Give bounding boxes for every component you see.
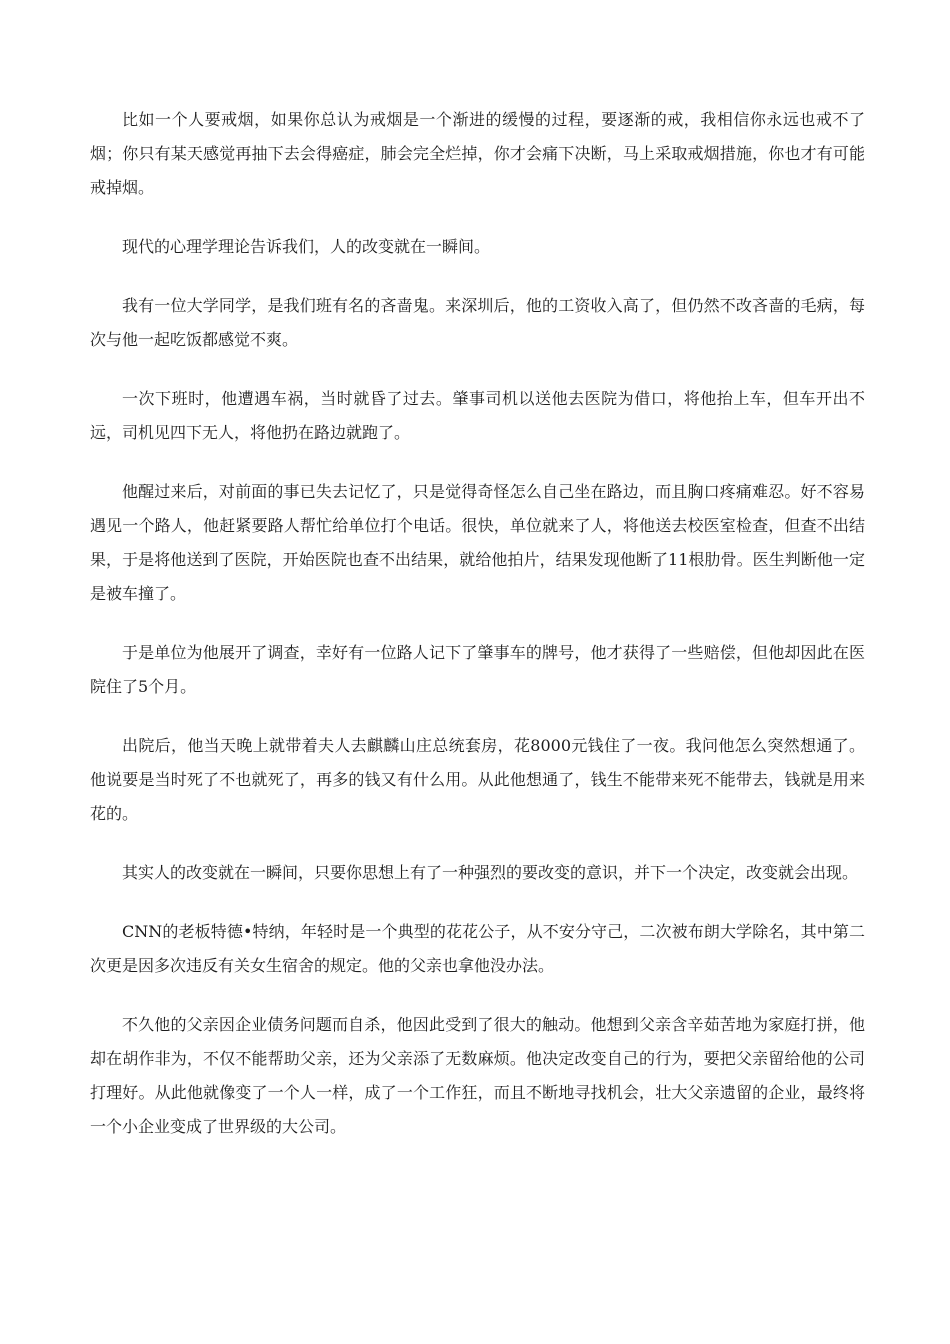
paragraph-quit-smoking: 比如一个人要戒烟，如果你总认为戒烟是一个渐进的缓慢的过程，要逐渐的戒，我相信你永远也戒不了烟；你只有某天感觉再抽下去会得癌症，肺会完全烂掉，你才会痛下决断，马上采取戒烟措施，你也才有可能戒掉烟。 — [90, 110, 865, 197]
paragraph-after-discharge: 出院后，他当天晚上就带着夫人去麒麟山庄总统套房，花8000元钱住了一夜。我问他怎么突然想通了。他说要是当时死了不也就死了，再多的钱又有什么用。从此他想通了，钱生不能带来死不能带去，钱就是用来花的。 — [90, 736, 865, 823]
paragraph-stingy-classmate: 我有一位大学同学，是我们班有名的吝啬鬼。来深圳后，他的工资收入高了，但仍然不改吝啬的毛病，每次与他一起吃饭都感觉不爽。 — [90, 296, 865, 349]
paragraph-psychology-theory: 现代的心理学理论告诉我们，人的改变就在一瞬间。 — [122, 237, 491, 256]
document-page — [90, 103, 865, 1169]
paragraph-change-in-instant: 其实人的改变就在一瞬间，只要你思想上有了一种强烈的要改变的意识，并下一个决定，改变就会出现。 — [122, 863, 859, 882]
paragraph-father-company: 不久他的父亲因企业债务问题而自杀，他因此受到了很大的触动。他想到父亲含辛茹苦地为家庭打拼，他却在胡作非为，不仅不能帮助父亲，还为父亲添了无数麻烦。他决定改变自己的行为，要把父亲留给他的公司打理好。从此他就像变了一个人一样，成了一个工作狂，而且不断地寻找机会，壮大父亲遗留的企业，最终将一个小企业变成了世界级的大公司。 — [90, 1015, 865, 1136]
paragraph-car-accident: 一次下班时，他遭遇车祸，当时就昏了过去。肇事司机以送他去医院为借口，将他抬上车，但车开出不远，司机见四下无人，将他扔在路边就跑了。 — [90, 389, 865, 442]
paragraph-hospital-checkup: 他醒过来后，对前面的事已失去记忆了，只是觉得奇怪怎么自己坐在路边，而且胸口疼痛难忍。好不容易遇见一个路人，他赶紧要路人帮忙给单位打个电话。很快，单位就来了人，将他送去校医室检查，但查不出结果，于是将他送到了医院，开始医院也查不出结果，就给他拍片，结果发现他断了11根肋骨。医生判断他一定是被车撞了。 — [90, 482, 865, 603]
paragraph-investigation: 于是单位为他展开了调查，幸好有一位路人记下了肇事车的牌号，他才获得了一些赔偿，但他却因此在医院住了5个月。 — [90, 643, 865, 696]
paragraph-ted-turner: CNN的老板特德•特纳，年轻时是一个典型的花花公子，从不安分守己，二次被布朗大学除名，其中第二次更是因多次违反有关女生宿舍的规定。他的父亲也拿他没办法。 — [90, 922, 865, 975]
